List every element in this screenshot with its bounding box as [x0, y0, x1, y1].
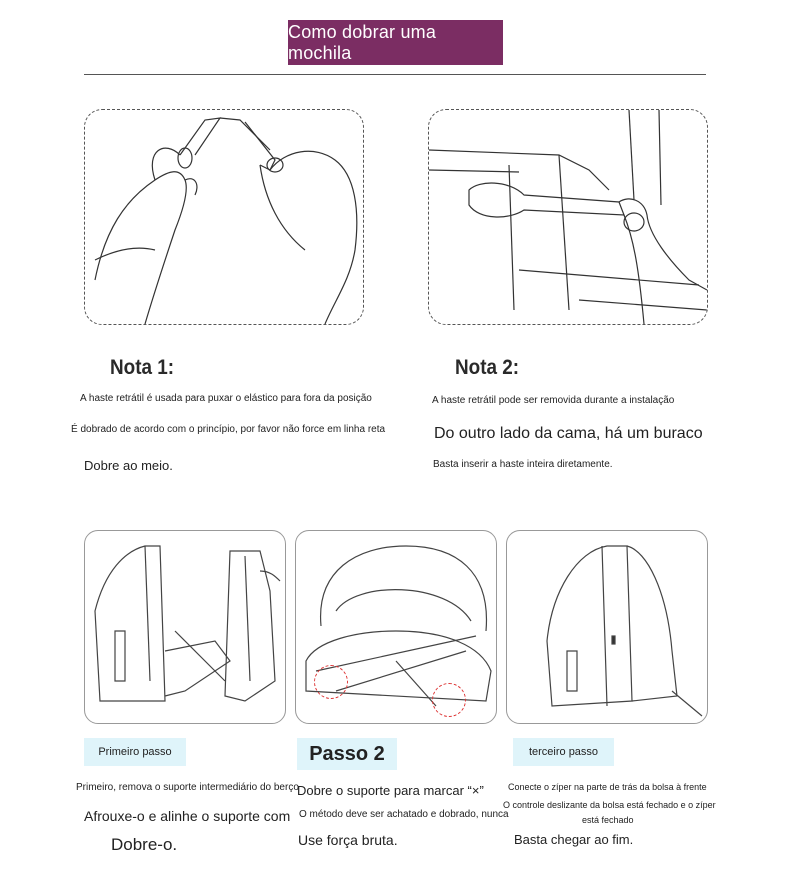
- note2-line3: Basta inserir a haste inteira diretamente.: [433, 459, 613, 470]
- note2-line2: Do outro lado da cama, há um buraco: [434, 425, 703, 442]
- page-title: Como dobrar uma mochila: [288, 20, 503, 65]
- step1-line1: Primeiro, remova o suporte intermediário do berço: [76, 782, 299, 793]
- step1-badge: [84, 738, 186, 766]
- note1-line3: Dobre ao meio.: [84, 458, 173, 473]
- step2-label: Passo 2: [309, 742, 385, 765]
- step2-line2: O método deve ser achatado e dobrado, nunca: [299, 809, 509, 820]
- note2-heading: Nota 2:: [455, 356, 520, 379]
- step3-label: terceiro passo: [528, 746, 599, 758]
- illustration-step1: [84, 530, 286, 724]
- note1-line2: É dobrado de acordo com o princípio, por favor não force em linha reta: [71, 424, 386, 435]
- step1-line3: Dobre-o.: [111, 835, 178, 854]
- step3-line1: Conecte o zíper na parte de trás da bolsa à frente: [508, 782, 707, 792]
- mark-circle-left: [314, 665, 348, 699]
- step3-line2: O controle deslizante da bolsa está fechado e o zíper: [503, 800, 716, 810]
- title-divider: [84, 74, 706, 75]
- step1-line2: Afrouxe-o e alinhe o suporte com: [84, 808, 291, 824]
- step3-line2b: está fechado: [582, 815, 634, 825]
- step2-badge: [297, 738, 397, 770]
- illustration-step3: [506, 530, 708, 724]
- step2-line3: Use força bruta.: [298, 832, 398, 848]
- mark-circle-right: [432, 683, 466, 717]
- step3-badge: [513, 738, 614, 766]
- illustration-pull-rod: [84, 109, 364, 325]
- note1-line1: A haste retrátil é usada para puxar o elástico para fora da posição: [80, 393, 372, 404]
- note1-heading: Nota 1:: [110, 356, 175, 379]
- illustration-insert-rod: [428, 109, 708, 325]
- step2-line1: Dobre o suporte para marcar “×”: [297, 783, 484, 798]
- step3-line3: Basta chegar ao fim.: [514, 832, 634, 847]
- step1-label: Primeiro passo: [98, 746, 172, 758]
- note2-line1: A haste retrátil pode ser removida durante a instalação: [432, 395, 675, 406]
